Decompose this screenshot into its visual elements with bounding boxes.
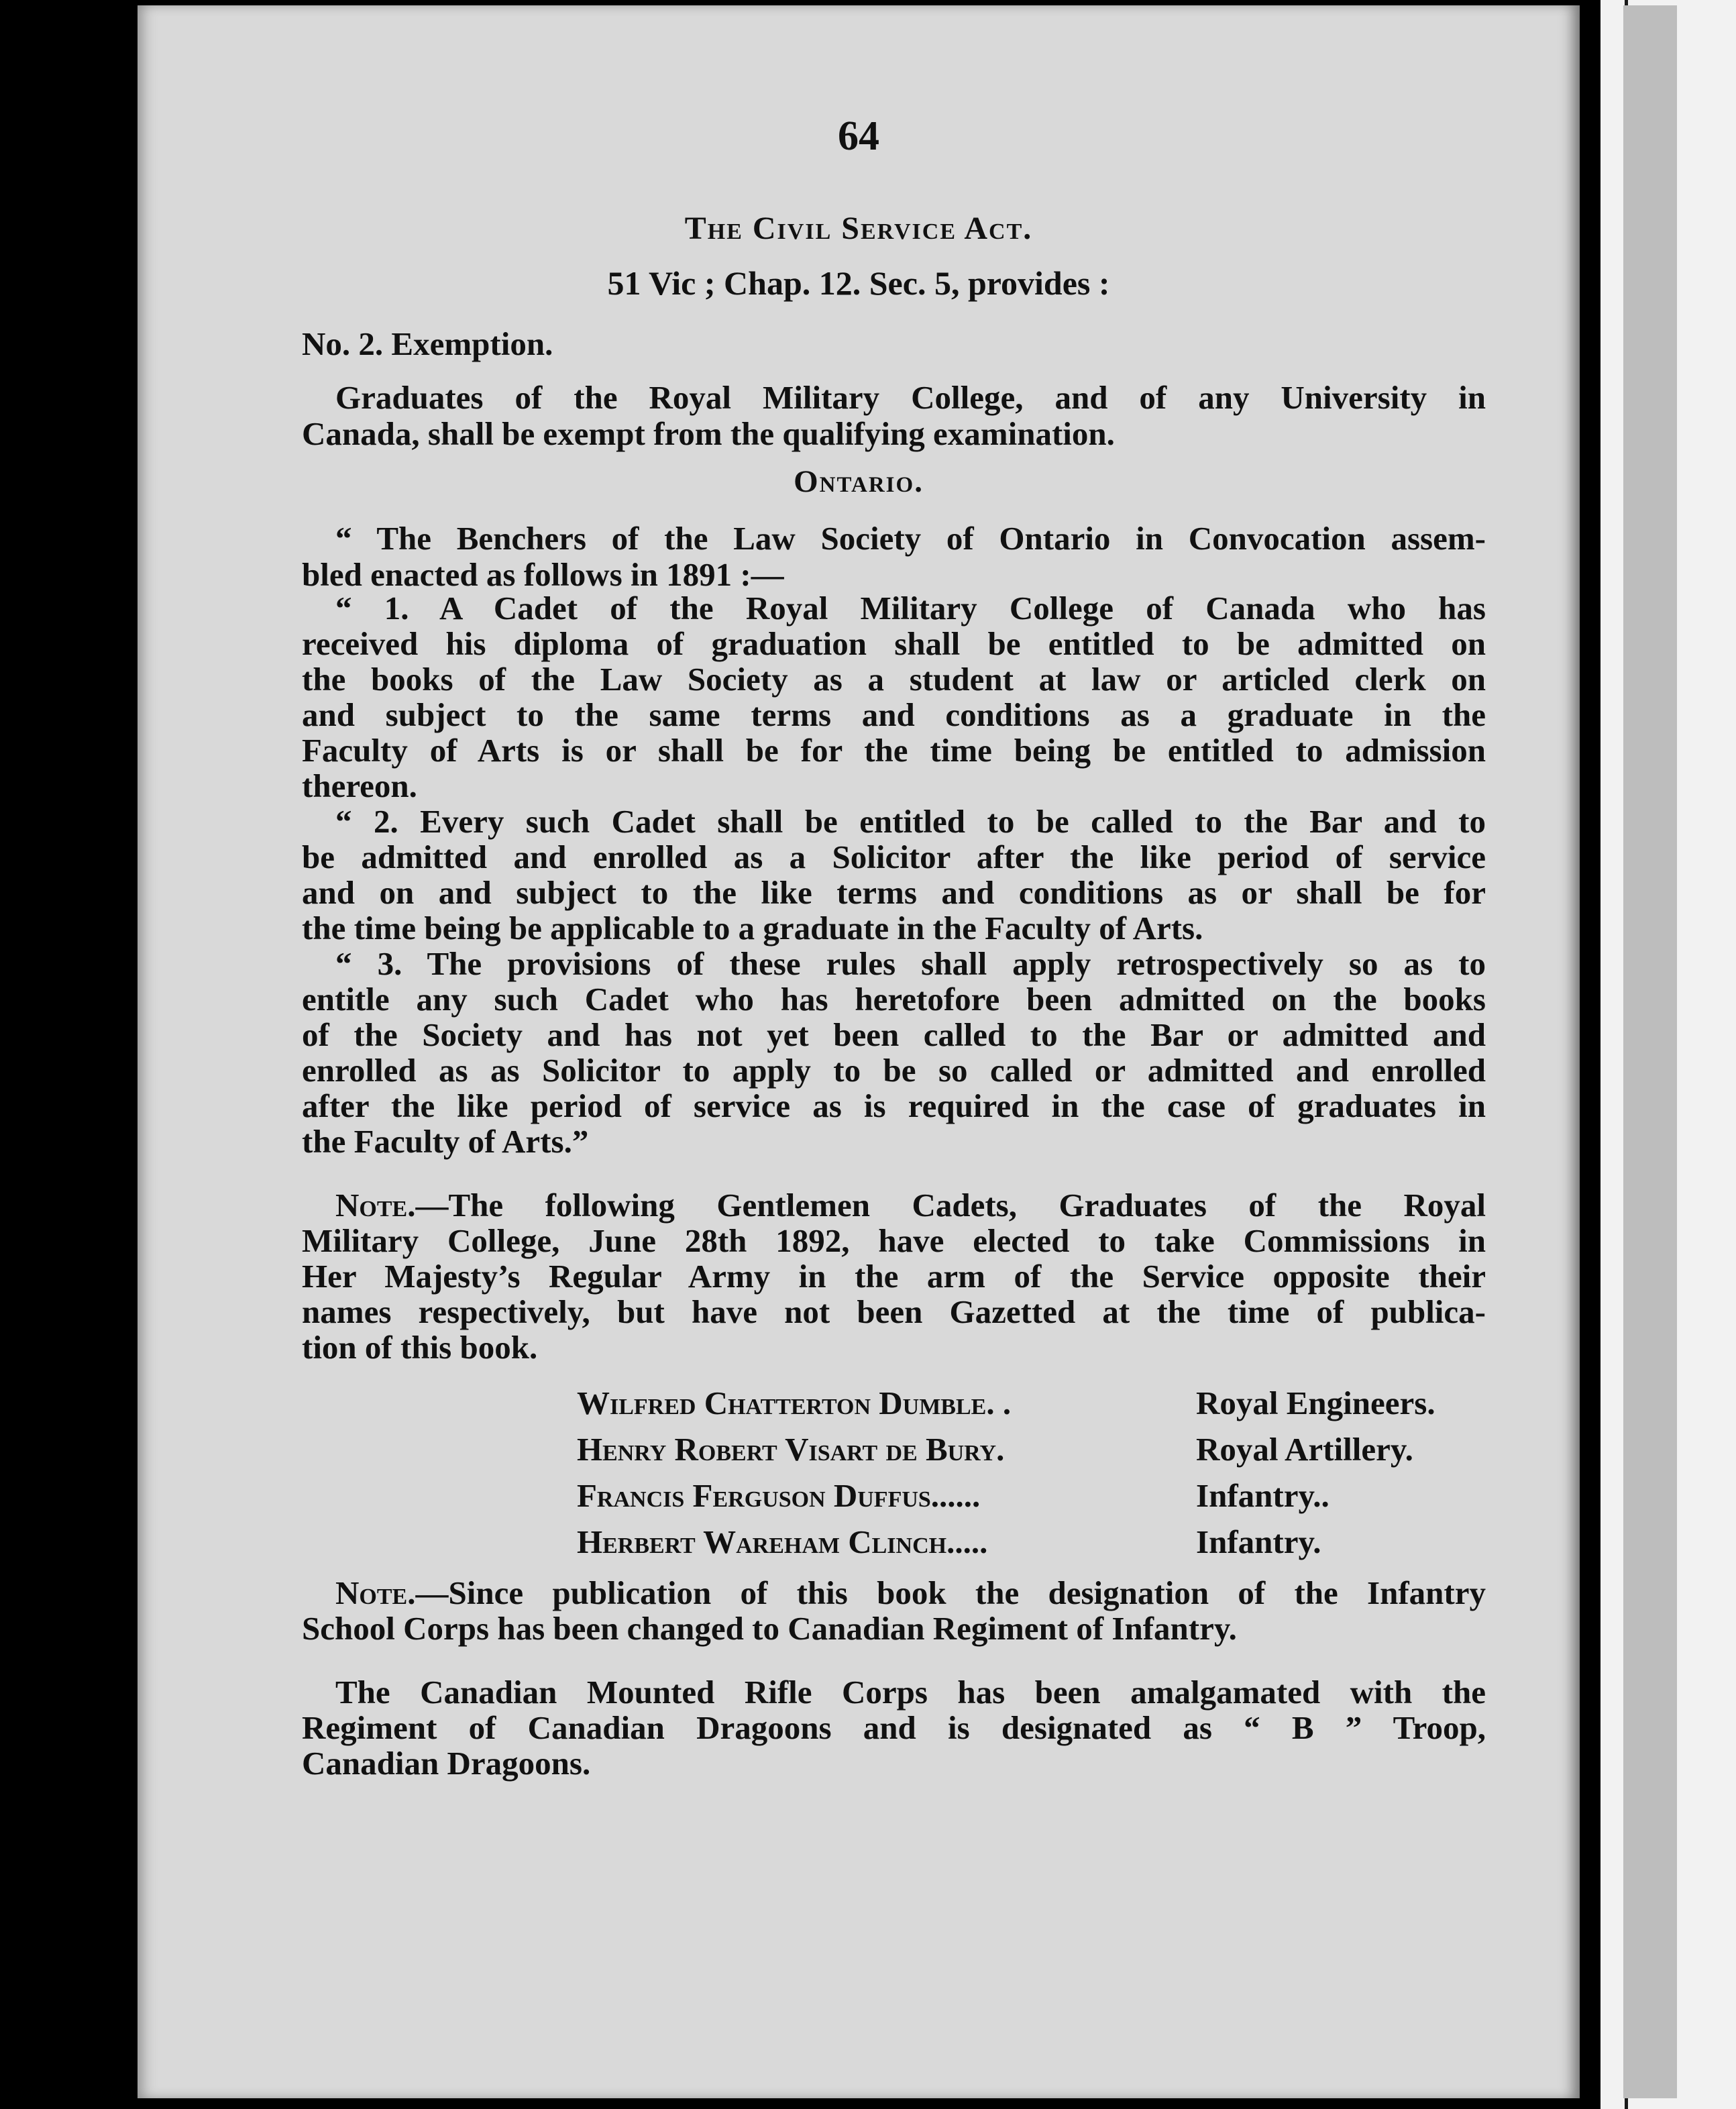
text-line: School Corps has been changed to Canadian Regiment of Infantry.: [302, 1610, 1237, 1647]
text-line: “ 3. The provisions of these rules shall apply retrospectively so as to: [335, 945, 1486, 982]
exemption-label: No. 2. Exemption.: [302, 325, 553, 362]
act-citation: 51 Vic ; Chap. 12. Sec. 5, provides :: [607, 264, 1110, 302]
text-line: tion of this book.: [302, 1329, 538, 1366]
text-line: Faculty of Arts is or shall be for the time being be entitled to admission: [302, 732, 1486, 769]
text-line: The Canadian Mounted Rifle Corps has been amalgamated with the: [335, 1674, 1486, 1711]
text-line: Canadian Dragoons.: [302, 1745, 591, 1782]
text-line: Graduates of the Royal Military College, and of any University in: [335, 379, 1486, 416]
cadet-name: Herbert Wareham Clinch.....: [577, 1523, 988, 1560]
section-heading-ontario: Ontario.: [794, 464, 924, 499]
text-line: received his diploma of graduation shall be entitled to be admitted on: [302, 625, 1486, 662]
text-line: be admitted and enrolled as a Solicitor after the like period of service: [302, 839, 1486, 875]
text-line: “ 1. A Cadet of the Royal Military College of Canada who has: [335, 590, 1486, 627]
text-line: bled enacted as follows in 1891 :—: [302, 556, 784, 593]
text-line: after the like period of service as is required in the case of graduates in: [302, 1087, 1486, 1124]
cadet-arm: Infantry..: [1196, 1477, 1330, 1514]
cadet-name: Wilfred Chatterton Dumble. .: [577, 1385, 1012, 1421]
text-line: enrolled as as Solicitor to apply to be so called or admitted and enrolled: [302, 1052, 1486, 1089]
text-line: “ The Benchers of the Law Society of Ontario in Convocation assem-: [335, 520, 1486, 557]
note-lead: Note.: [335, 1187, 416, 1224]
cadet-arm: Infantry.: [1196, 1523, 1321, 1560]
note-line: [335, 1575, 1486, 1611]
text-line: and subject to the same terms and conditions as a graduate in the: [302, 696, 1486, 733]
note-line: [335, 1187, 1486, 1224]
text-line: “ 2. Every such Cadet shall be entitled to be called to the Bar and to: [335, 803, 1486, 840]
scan-border-left: [0, 0, 141, 2109]
text-line: Regiment of Canadian Dragoons and is designated as “ B ” Troop,: [302, 1709, 1486, 1746]
text-line: thereon.: [302, 767, 417, 804]
cadet-arm: Royal Artillery.: [1196, 1431, 1413, 1468]
note-text: —Since publication of this book the designation of the Infantry: [415, 1574, 1486, 1611]
act-heading: The Civil Service Act.: [684, 211, 1033, 246]
book-page: [138, 5, 1580, 2098]
text-line: names respectively, but have not been Gazetted at the time of publica-: [302, 1293, 1486, 1330]
scan-edge-line: [1595, 0, 1601, 2109]
page-gutter-shadow: [1623, 5, 1677, 2098]
cadet-arm: Royal Engineers.: [1196, 1385, 1435, 1421]
text-line: of the Society and has not yet been called to the Bar or admitted and: [302, 1016, 1486, 1053]
note-text: —The following Gentlemen Cadets, Graduates of the Royal: [415, 1187, 1486, 1224]
text-line: entitle any such Cadet who has heretofore been admitted on the books: [302, 981, 1486, 1018]
text-line: the Faculty of Arts.”: [302, 1123, 589, 1160]
cadet-name: Francis Ferguson Duffus......: [577, 1477, 981, 1514]
text-line: the time being be applicable to a graduate in the Faculty of Arts.: [302, 910, 1203, 947]
text-line: and on and subject to the like terms and conditions as or shall be for: [302, 874, 1486, 911]
page-number: 64: [838, 113, 879, 159]
text-line: Canada, shall be exempt from the qualifying examination.: [302, 415, 1115, 452]
cadet-name: Henry Robert Visart de Bury.: [577, 1431, 1005, 1468]
note-lead: Note.: [335, 1574, 416, 1611]
text-line: the books of the Law Society as a student at law or articled clerk on: [302, 661, 1486, 698]
text-line: Military College, June 28th 1892, have elected to take Commissions in: [302, 1222, 1486, 1259]
text-line: Her Majesty’s Regular Army in the arm of the Service opposite their: [302, 1258, 1486, 1295]
